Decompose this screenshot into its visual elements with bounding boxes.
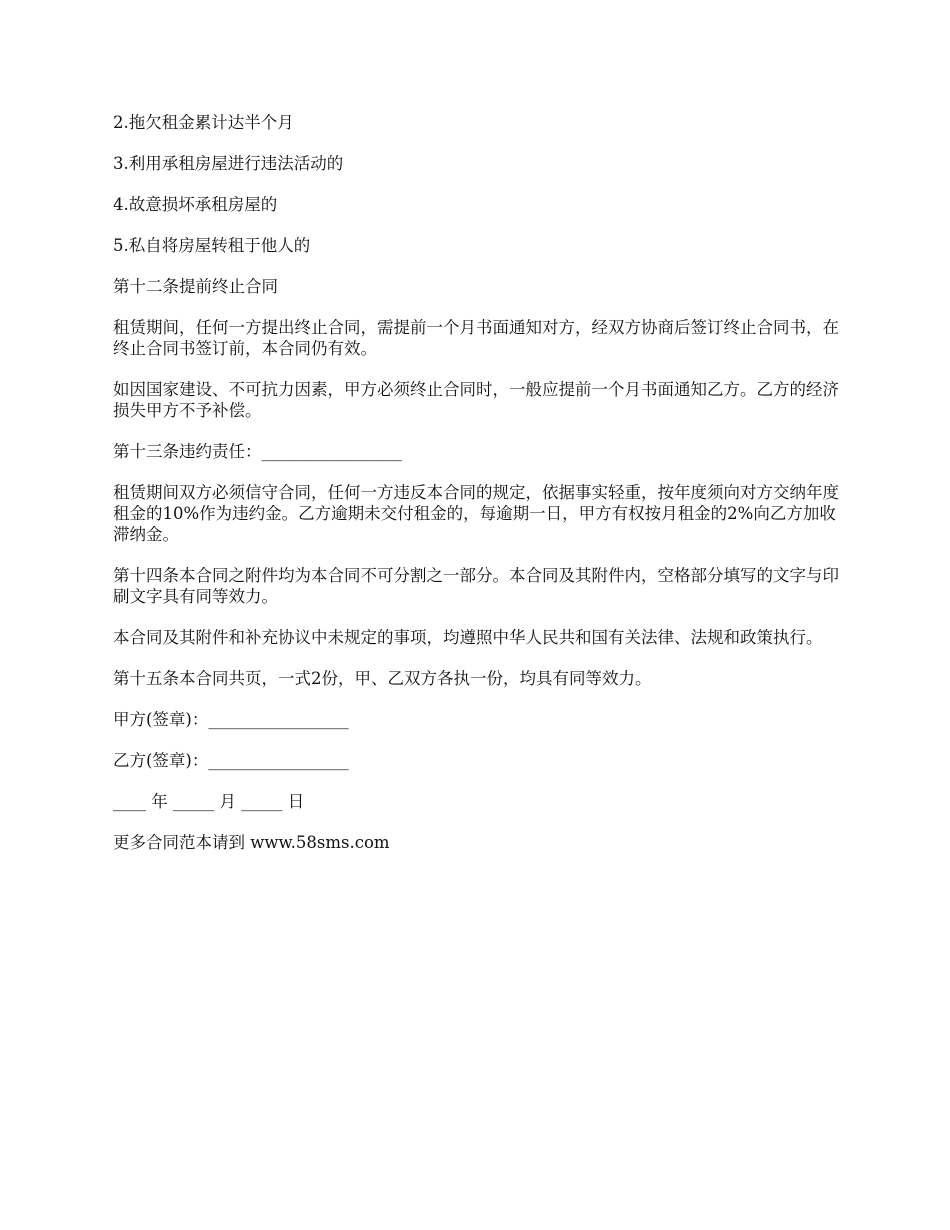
party-a-signature-line: 甲方(签章)：_________________ xyxy=(113,710,349,729)
party-b-signature-line: 乙方(签章)：_________________ xyxy=(113,751,349,770)
article-14-paragraph: 第十四条本合同之附件均为本合同不可分割之一部分。本合同及其附件内，空格部分填写的文字与印刷文字具有同等效力。 xyxy=(113,566,839,606)
article-12-heading: 第十二条提前终止合同 xyxy=(113,277,278,296)
article-13-heading: 第十三条违约责任：_________________ xyxy=(113,442,402,461)
article-13-paragraph: 租赁期间双方必须信守合同，任何一方违反本合同的规定，依据事实轻重，按年度须向对方交纳年度租金的10%作为违约金。乙方逾期未交付租金的，每逾期一日，甲方有权按月租金的2%向乙方加收滞纳金。 xyxy=(113,483,839,544)
footer-note: 更多合同范本请到 www.58sms.com xyxy=(113,833,390,852)
supplementary-paragraph: 本合同及其附件和补充协议中未规定的事项，均遵照中华人民共和国有关法律、法规和政策执行。 xyxy=(113,628,823,647)
article-12-paragraph-1: 租赁期间，任何一方提出终止合同，需提前一个月书面通知对方，经双方协商后签订终止合同书，在终止合同书签订前，本合同仍有效。 xyxy=(113,318,839,358)
clause-item-4: 4.故意损坏承租房屋的 xyxy=(113,195,278,214)
article-15-paragraph: 第十五条本合同共页，一式2份，甲、乙双方各执一份，均具有同等效力。 xyxy=(113,669,652,688)
clause-item-5: 5.私自将房屋转租于他人的 xyxy=(113,236,311,255)
document-body xyxy=(113,112,843,873)
date-line: ____ 年 _____ 月 _____ 日 xyxy=(113,792,305,811)
clause-item-3: 3.利用承租房屋进行违法活动的 xyxy=(113,154,344,173)
article-12-paragraph-2: 如因国家建设、不可抗力因素，甲方必须终止合同时，一般应提前一个月书面通知乙方。乙方的经济损失甲方不予补偿。 xyxy=(113,380,839,420)
clause-item-2: 2.拖欠租金累计达半个月 xyxy=(113,113,294,132)
